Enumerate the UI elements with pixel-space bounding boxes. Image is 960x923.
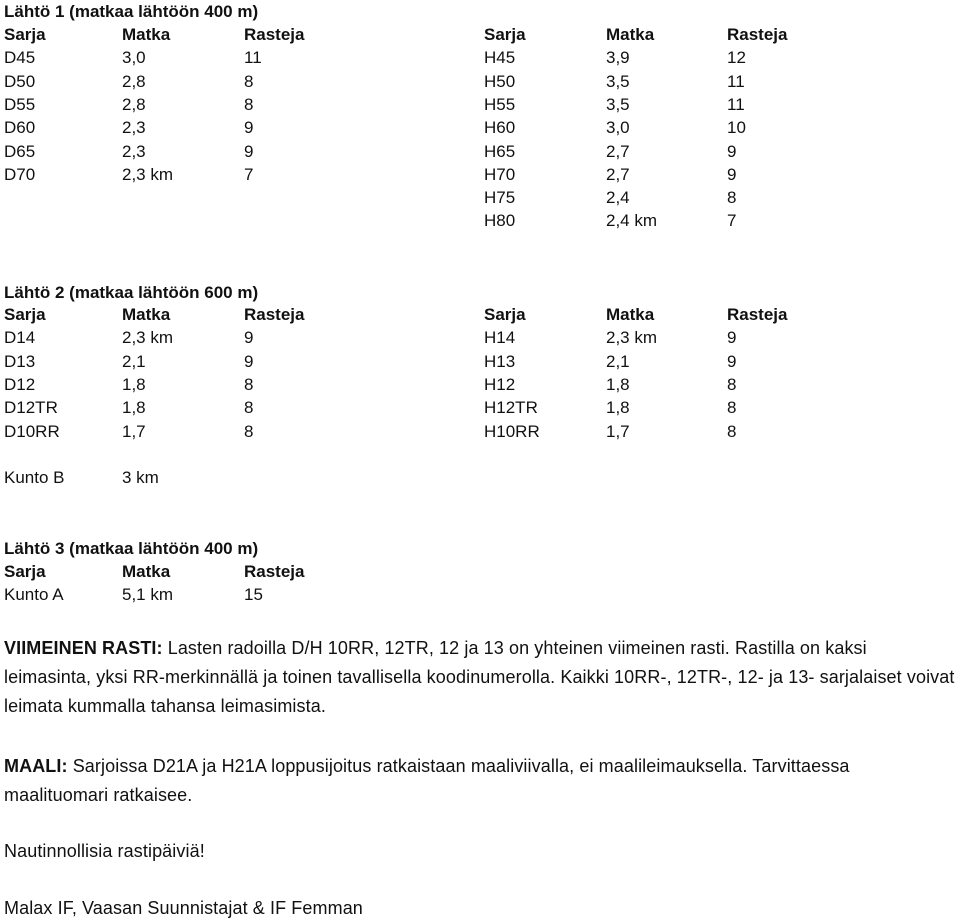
table-cell-series: D14 [4, 328, 36, 348]
table-cell-series: Kunto A [4, 585, 64, 605]
table-cell-controls: 7 [727, 211, 737, 231]
table-cell-series: H80 [484, 211, 516, 231]
table-cell-series: H50 [484, 71, 516, 91]
table-cell-distance: 3,5 [606, 71, 630, 91]
table-cell-series: H65 [484, 141, 516, 161]
table-cell-controls: 11 [727, 94, 745, 114]
table-cell-controls: 8 [244, 71, 254, 91]
table-cell-series: H14 [484, 328, 516, 348]
table-cell-distance: 1,8 [122, 374, 146, 394]
start1-title: Lähtö 1 (matkaa lähtöön 400 m) [4, 2, 259, 21]
table-cell-series: D12TR [4, 398, 58, 418]
table-cell-controls: 12 [727, 48, 746, 68]
table-cell-controls: 8 [244, 94, 254, 114]
table-cell-distance: 1,8 [122, 398, 146, 418]
table-cell-series: D70 [4, 164, 36, 184]
last-control-label: VIIMEINEN RASTI: [4, 638, 163, 658]
header-controls: Rasteja [727, 25, 788, 44]
table-cell-series: D50 [4, 71, 36, 91]
table-cell-controls: 8 [727, 398, 737, 418]
table-cell-series: D12 [4, 374, 36, 394]
table-cell-series: H13 [484, 351, 516, 371]
table-cell-controls: 8 [727, 374, 737, 394]
kunto-b-series: Kunto B [4, 468, 65, 487]
header-controls: Rasteja [727, 305, 788, 324]
table-cell-distance: 1,8 [606, 374, 630, 394]
header-distance: Matka [122, 305, 171, 324]
table-cell-series: H10RR [484, 421, 540, 441]
table-cell-controls: 9 [727, 164, 737, 184]
header-distance: Matka [606, 305, 655, 324]
table-cell-distance: 2,8 [122, 94, 146, 114]
header-series: Sarja [4, 562, 46, 581]
table-cell-series: H55 [484, 94, 516, 114]
header-series: Sarja [484, 305, 526, 324]
table-cell-series: H12 [484, 374, 516, 394]
table-cell-controls: 9 [727, 141, 737, 161]
table-cell-controls: 8 [244, 421, 254, 441]
finish-note [4, 752, 956, 810]
table-cell-series: D60 [4, 118, 36, 138]
table-cell-distance: 3,9 [606, 48, 630, 68]
table-cell-series: D55 [4, 94, 36, 114]
header-controls: Rasteja [244, 305, 305, 324]
table-cell-distance: 2,3 [122, 118, 146, 138]
table-cell-distance: 1,8 [606, 398, 630, 418]
table-cell-controls: 9 [244, 141, 254, 161]
table-cell-distance: 2,3 km [122, 164, 174, 184]
table-cell-distance: 5,1 km [122, 585, 174, 605]
table-cell-controls: 8 [244, 374, 254, 394]
header-controls: Rasteja [244, 562, 305, 581]
start2-title: Lähtö 2 (matkaa lähtöön 600 m) [4, 283, 259, 302]
table-cell-series: D13 [4, 351, 36, 371]
organizers: Malax IF, Vaasan Suunnistajat & IF Femman [4, 898, 363, 918]
table-cell-distance: 1,7 [606, 421, 630, 441]
header-series: Sarja [484, 25, 526, 44]
table-cell-distance: 2,7 [606, 164, 630, 184]
table-cell-series: H70 [484, 164, 516, 184]
table-cell-controls: 9 [244, 351, 254, 371]
table-cell-controls: 8 [244, 398, 254, 418]
last-control-note [4, 634, 956, 721]
table-cell-controls: 15 [244, 585, 263, 605]
table-cell-controls: 8 [727, 421, 737, 441]
table-cell-distance: 3,0 [606, 118, 630, 138]
header-controls: Rasteja [244, 25, 305, 44]
table-cell-distance: 2,8 [122, 71, 146, 91]
table-cell-series: H60 [484, 118, 516, 138]
kunto-b-distance: 3 km [122, 468, 159, 487]
table-cell-distance: 1,7 [122, 421, 146, 441]
last-control-text: Lasten radoilla D/H 10RR, 12TR, 12 ja 13 on yhteinen viimeinen rasti. Rastilla on kaksi leimasinta, yksi RR-merkinnällä ja toinen tavallisella koodinumerolla. Kaikki 10RR-, 12TR-, 12- ja 13- sarjalaiset voivat leimata kummalla tahansa leimasimista. [4, 638, 955, 716]
table-cell-distance: 2,4 [606, 188, 630, 208]
start3-title: Lähtö 3 (matkaa lähtöön 400 m) [4, 539, 259, 558]
header-series: Sarja [4, 305, 46, 324]
header-distance: Matka [606, 25, 655, 44]
table-cell-distance: 2,3 [122, 141, 146, 161]
table-cell-controls: 11 [244, 48, 262, 68]
table-cell-controls: 11 [727, 71, 745, 91]
table-cell-controls: 7 [244, 164, 254, 184]
table-cell-controls: 10 [727, 118, 746, 138]
table-cell-controls: 8 [727, 188, 737, 208]
table-cell-controls: 9 [244, 328, 254, 348]
table-cell-series: D45 [4, 48, 36, 68]
table-cell-distance: 2,3 km [606, 328, 658, 348]
header-distance: Matka [122, 25, 171, 44]
table-cell-distance: 2,1 [606, 351, 630, 371]
table-cell-distance: 2,7 [606, 141, 630, 161]
table-cell-series: D10RR [4, 421, 60, 441]
table-cell-distance: 2,3 km [122, 328, 174, 348]
greeting: Nautinnollisia rastipäiviä! [4, 841, 205, 861]
table-cell-controls: 9 [727, 328, 737, 348]
table-cell-controls: 9 [727, 351, 737, 371]
table-cell-distance: 3,5 [606, 94, 630, 114]
table-cell-distance: 2,4 km [606, 211, 658, 231]
table-cell-controls: 9 [244, 118, 254, 138]
header-distance: Matka [122, 562, 171, 581]
table-cell-series: H45 [484, 48, 516, 68]
table-cell-distance: 2,1 [122, 351, 146, 371]
header-series: Sarja [4, 25, 46, 44]
table-cell-series: H75 [484, 188, 516, 208]
finish-text: Sarjoissa D21A ja H21A loppusijoitus ratkaistaan maaliviivalla, ei maalileimauksella. Tarvittaessa maalituomari ratkaisee. [4, 756, 850, 805]
table-cell-series: H12TR [484, 398, 538, 418]
table-cell-series: D65 [4, 141, 36, 161]
finish-label: MAALI: [4, 756, 68, 776]
table-cell-distance: 3,0 [122, 48, 146, 68]
